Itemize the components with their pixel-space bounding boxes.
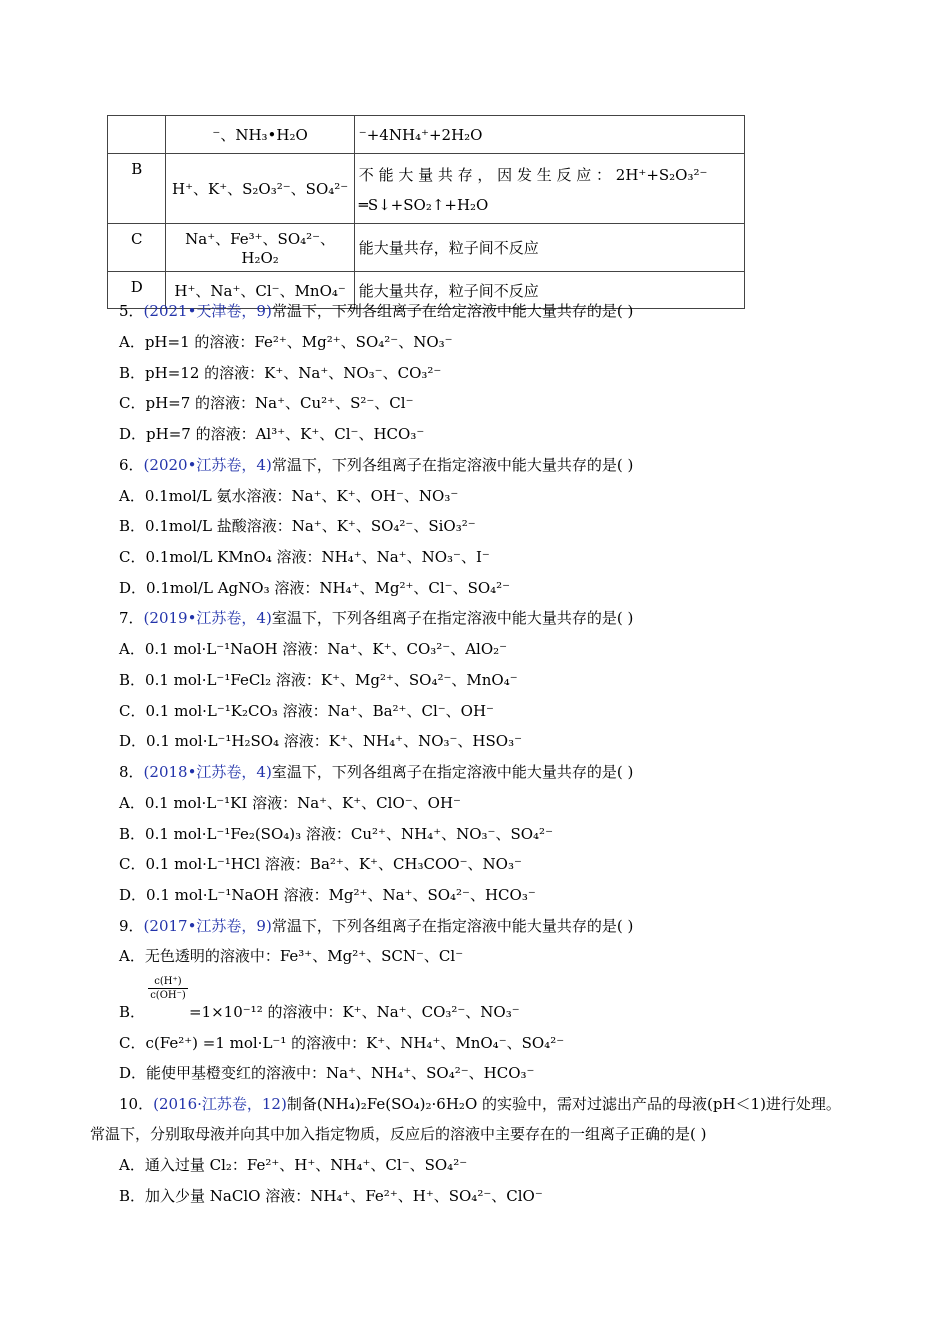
option-a: A．无色透明的溶液中：Fe³⁺、Mg²⁺、SCN⁻、Cl⁻ xyxy=(119,947,464,965)
ion-group: H⁺、Na⁺、Cl⁻、MnO₄⁻ xyxy=(166,272,354,309)
question-7-stem xyxy=(119,607,633,628)
option-a: A．pH=1 的溶液：Fe²⁺、Mg²⁺、SO₄²⁻、NO₃⁻ xyxy=(119,333,453,351)
row-label: B xyxy=(108,154,166,224)
judgment: 不 能 大 量 共 存 ， 因 发 生 反 应 ： 2H⁺+S₂O₃²⁻ xyxy=(358,165,708,184)
question-number: 6． xyxy=(119,456,144,474)
concentration-ratio-fraction xyxy=(148,976,188,1001)
option-d: D．0.1 mol·L⁻¹H₂SO₄ 溶液：K⁺、NH₄⁺、NO₃⁻、HSO₃⁻ xyxy=(119,732,523,750)
table-row xyxy=(108,224,745,272)
question-text: 常温下，下列各组离子在给定溶液中能大量共存的是( ) xyxy=(271,302,634,320)
judgment: 能大量共存，粒子间不反应 xyxy=(354,224,744,272)
option-b: B．0.1 mol·L⁻¹FeCl₂ 溶液：K⁺、Mg²⁺、SO₄²⁻、MnO₄⁻ xyxy=(119,671,518,689)
option-b: B．pH=12 的溶液：K⁺、Na⁺、NO₃⁻、CO₃²⁻ xyxy=(119,364,442,382)
option-a: A．0.1 mol·L⁻¹KI 溶液：Na⁺、K⁺、ClO⁻、OH⁻ xyxy=(119,794,461,812)
question-9-stem xyxy=(119,915,633,936)
row-label: C xyxy=(108,224,166,272)
judgment: 能大量共存，粒子间不反应 xyxy=(354,272,744,309)
judgment-cell xyxy=(354,154,744,224)
option-a: A．0.1 mol·L⁻¹NaOH 溶液：Na⁺、K⁺、CO₃²⁻、AlO₂⁻ xyxy=(119,640,508,658)
question-number: 5． xyxy=(119,302,144,320)
ion-group: H⁺、K⁺、S₂O₃²⁻、SO₄²⁻ xyxy=(166,154,354,224)
options-table xyxy=(107,115,745,309)
fraction-denominator: c(OH⁻) xyxy=(150,990,186,1001)
judgment: ⁻+4NH₄⁺+2H₂O xyxy=(354,116,744,154)
row-label xyxy=(108,116,166,154)
option-b: B．0.1 mol·L⁻¹Fe₂(SO₄)₃ 溶液：Cu²⁺、NH₄⁺、NO₃⁻、SO₄²⁻ xyxy=(119,825,553,843)
option-d: D．能使甲基橙变红的溶液中：Na⁺、NH₄⁺、SO₄²⁻、HCO₃⁻ xyxy=(119,1064,535,1082)
option-d: D．0.1 mol·L⁻¹NaOH 溶液：Mg²⁺、Na⁺、SO₄²⁻、HCO₃⁻ xyxy=(119,886,536,904)
ion-group: Na⁺、Fe³⁺、SO₄²⁻、H₂O₂ xyxy=(166,224,354,272)
question-text: 室温下，下列各组离子在指定溶液中能大量共存的是( ) xyxy=(271,763,634,781)
option-label: B． xyxy=(119,1003,146,1021)
option-c: C．c(Fe²⁺) =1 mol·L⁻¹ 的溶液中：K⁺、NH₄⁺、MnO₄⁻、SO₄²⁻ xyxy=(119,1034,565,1052)
question-number: 7． xyxy=(119,609,144,627)
option-c: C．0.1 mol·L⁻¹HCl 溶液：Ba²⁺、K⁺、CH₃COO⁻、NO₃⁻ xyxy=(119,855,522,873)
option-b: B．加入少量 NaClO 溶液：NH₄⁺、Fe²⁺、H⁺、SO₄²⁻、ClO⁻ xyxy=(119,1187,543,1205)
option-d: D．pH=7 的溶液：Al³⁺、K⁺、Cl⁻、HCO₃⁻ xyxy=(119,425,425,443)
question-number: 8． xyxy=(119,763,144,781)
table-row xyxy=(108,116,745,154)
question-number: 10． xyxy=(119,1095,154,1113)
question-source: (2021•天津卷，9) xyxy=(143,302,272,320)
question-source: (2019•江苏卷，4) xyxy=(143,609,272,627)
option-d: D．0.1mol/L AgNO₃ 溶液：NH₄⁺、Mg²⁺、Cl⁻、SO₄²⁻ xyxy=(119,579,511,597)
question-text: 常温下，下列各组离子在指定溶液中能大量共存的是( ) xyxy=(271,456,634,474)
ion-group: ⁻、NH₃•H₂O xyxy=(166,116,354,154)
question-source: (2016·江苏卷，12) xyxy=(153,1095,287,1113)
question-10-stem xyxy=(119,1093,841,1114)
question-source: (2020•江苏卷，4) xyxy=(143,456,272,474)
table-row xyxy=(108,154,745,224)
question-source: (2017•江苏卷，9) xyxy=(143,917,272,935)
question-8-stem xyxy=(119,761,633,782)
option-a: A．通入过量 Cl₂：Fe²⁺、H⁺、NH₄⁺、Cl⁻、SO₄²⁻ xyxy=(119,1156,468,1174)
option-c: C．0.1mol/L KMnO₄ 溶液：NH₄⁺、Na⁺、NO₃⁻、I⁻ xyxy=(119,548,490,566)
option-c: C．0.1 mol·L⁻¹K₂CO₃ 溶液：Na⁺、Ba²⁺、Cl⁻、OH⁻ xyxy=(119,702,494,720)
option-text: =1×10⁻¹² 的溶液中：K⁺、Na⁺、CO₃²⁻、NO₃⁻ xyxy=(189,1003,520,1021)
option-b: B．0.1mol/L 盐酸溶液：Na⁺、K⁺、SO₄²⁻、SiO₃²⁻ xyxy=(119,517,476,535)
judgment-continued: ═S↓+SO₂↑+H₂O xyxy=(358,195,489,214)
question-number: 9． xyxy=(119,917,144,935)
question-text: 室温下，下列各组离子在指定溶液中能大量共存的是( ) xyxy=(271,609,634,627)
question-10-stem-continued: 常温下，分别取母液并向其中加入指定物质，反应后的溶液中主要存在的一组离子正确的是( ) xyxy=(90,1125,707,1143)
fraction-numerator: c(H⁺) xyxy=(148,976,188,989)
question-5-stem xyxy=(119,300,633,321)
question-text: 制备(NH₄)₂Fe(SO₄)₂·6H₂O 的实验中，需对过滤出产品的母液(pH＜1)进行处理。 xyxy=(286,1095,841,1113)
question-source: (2018•江苏卷，4) xyxy=(143,763,272,781)
option-c: C．pH=7 的溶液：Na⁺、Cu²⁺、S²⁻、Cl⁻ xyxy=(119,394,414,412)
option-b xyxy=(119,1001,520,1022)
question-text: 常温下，下列各组离子在指定溶液中能大量共存的是( ) xyxy=(271,917,634,935)
row-label: D xyxy=(108,272,166,309)
option-a: A．0.1mol/L 氨水溶液：Na⁺、K⁺、OH⁻、NO₃⁻ xyxy=(119,487,459,505)
question-6-stem xyxy=(119,454,633,475)
